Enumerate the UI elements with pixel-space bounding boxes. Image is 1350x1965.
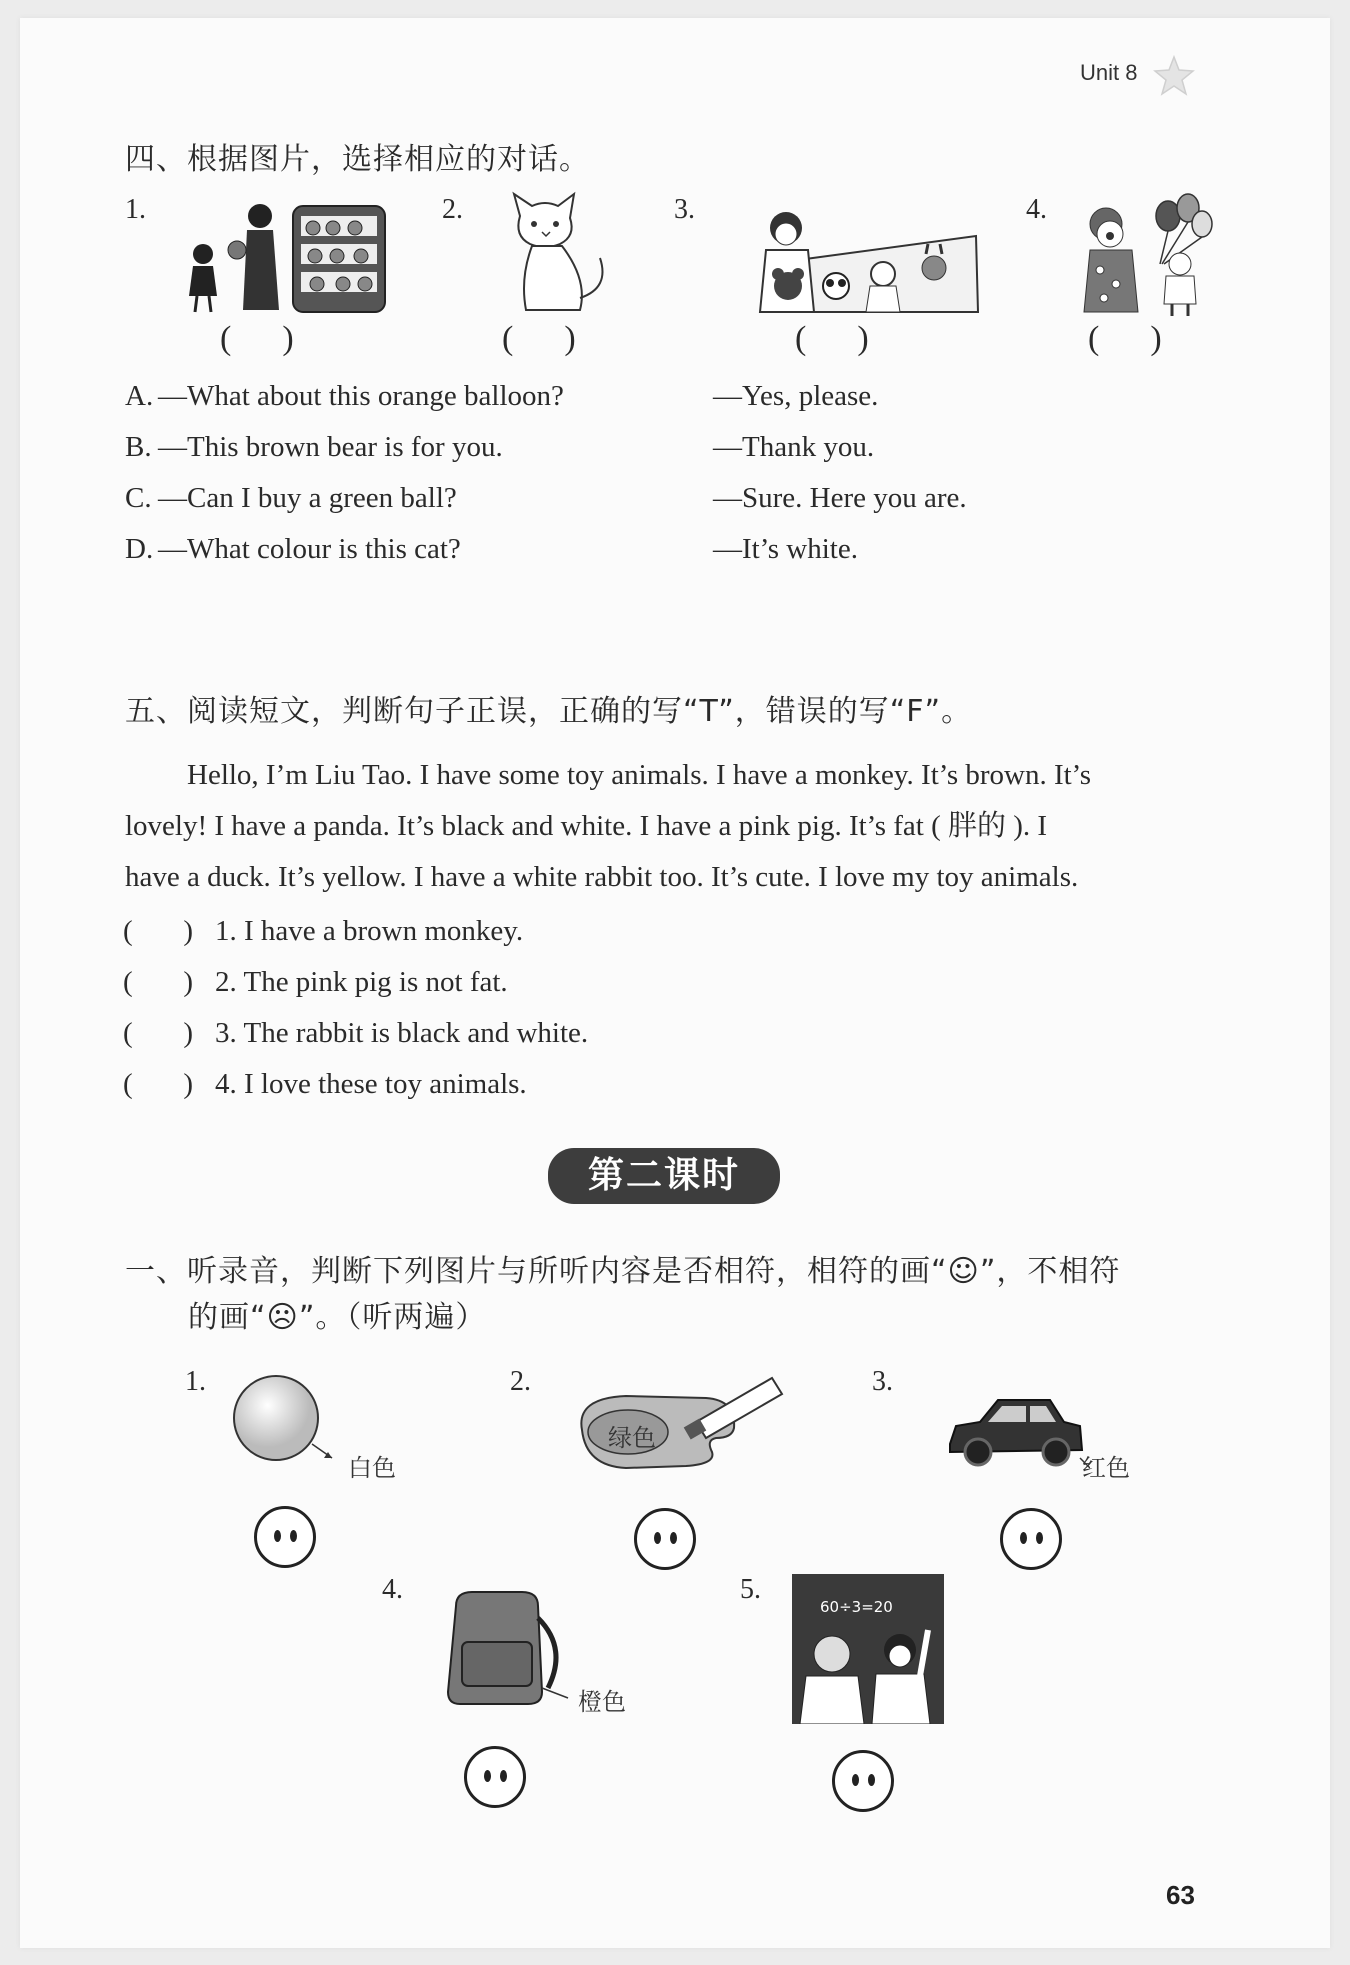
option-d-question: —What colour is this cat? xyxy=(158,533,461,565)
reading-passage xyxy=(125,750,1205,903)
listen-number-4: 4. xyxy=(382,1574,403,1605)
statement-blank-2[interactable]: ( ) xyxy=(123,966,194,998)
car-illustration xyxy=(940,1388,1090,1478)
option-d-letter: D. xyxy=(125,533,154,565)
statement-4: 4. I love these toy animals. xyxy=(215,1068,527,1100)
option-c-question: —Can I buy a green ball? xyxy=(158,482,457,514)
passage-line-2: lovely! I have a panda. It’s black and white. I have a pink pig. It’s fat ( 胖的 ). I xyxy=(125,810,1048,842)
statement-blank-4[interactable]: ( ) xyxy=(123,1068,194,1100)
listen-number-5: 5. xyxy=(740,1574,761,1605)
picture-number-2: 2. xyxy=(442,194,463,225)
listen-number-3: 3. xyxy=(872,1366,893,1397)
answer-blank-1[interactable]: ( ) xyxy=(220,320,294,357)
backpack-illustration xyxy=(438,1588,588,1718)
option-a-question: —What about this orange balloon? xyxy=(158,380,564,412)
section4-title: 四、根据图片，选择相应的对话。 xyxy=(125,142,590,177)
white-cat-illustration xyxy=(500,188,620,318)
smiley-face-icon[interactable] xyxy=(254,1506,316,1568)
option-a-letter: A. xyxy=(125,380,154,412)
listen-number-2: 2. xyxy=(510,1366,531,1397)
smiley-face-icon[interactable] xyxy=(634,1508,696,1570)
green-paint-illustration xyxy=(566,1368,786,1488)
label-white: 白色 xyxy=(348,1454,396,1482)
statement-blank-1[interactable]: ( ) xyxy=(123,915,194,947)
smiley-face-icon[interactable] xyxy=(1000,1508,1062,1570)
label-red: 红色 xyxy=(1082,1454,1130,1482)
shop-balls-illustration xyxy=(165,188,400,318)
lesson-badge: 第二课时 xyxy=(548,1148,780,1204)
statement-1: 1. I have a brown monkey. xyxy=(215,915,524,947)
answer-blank-2[interactable]: ( ) xyxy=(502,320,576,357)
smiley-face-icon[interactable] xyxy=(832,1750,894,1812)
statement-2: 2. The pink pig is not fat. xyxy=(215,966,508,998)
picture-number-3: 3. xyxy=(674,194,695,225)
option-b-letter: B. xyxy=(125,431,152,463)
blackboard-equation: 60÷3=20 xyxy=(820,1598,893,1616)
smiley-face-icon[interactable] xyxy=(464,1746,526,1808)
section1-title-line-2: 的画“☹”。（听两遍） xyxy=(188,1300,487,1335)
option-c-letter: C. xyxy=(125,482,152,514)
passage-line-1: Hello, I’m Liu Tao. I have some toy animals. I have a monkey. It’s brown. It’s xyxy=(187,759,1092,791)
option-b-question: —This brown bear is for you. xyxy=(158,431,503,463)
section1-title-line-1: 一、听录音，判断下列图片与所听内容是否相符，相符的画“☺”，不相符 xyxy=(125,1254,1121,1289)
picture-number-1: 1. xyxy=(125,194,146,225)
label-orange: 橙色 xyxy=(578,1688,626,1716)
statement-blank-3[interactable]: ( ) xyxy=(123,1017,194,1049)
white-ball-illustration xyxy=(232,1374,352,1474)
option-c-answer: —Sure. Here you are. xyxy=(713,482,967,514)
blackboard-illustration xyxy=(792,1574,944,1724)
star-icon xyxy=(1152,54,1196,98)
section5-title: 五、阅读短文，判断句子正误，正确的写“T”，错误的写“F”。 xyxy=(125,694,973,729)
statement-3: 3. The rabbit is black and white. xyxy=(215,1017,589,1049)
answer-blank-3[interactable]: ( ) xyxy=(795,320,869,357)
answer-blank-4[interactable]: ( ) xyxy=(1088,320,1162,357)
toy-shelf-illustration xyxy=(738,188,988,318)
picture-number-4: 4. xyxy=(1026,194,1047,225)
page-number: 63 xyxy=(1166,1880,1195,1910)
unit-label: Unit 8 xyxy=(1080,60,1138,85)
clown-balloons-illustration xyxy=(1076,188,1216,318)
option-b-answer: —Thank you. xyxy=(713,431,875,463)
passage-line-3: have a duck. It’s yellow. I have a white rabbit too. It’s cute. I love my toy animals. xyxy=(125,861,1079,893)
option-a-answer: —Yes, please. xyxy=(713,380,879,412)
listen-number-1: 1. xyxy=(185,1366,206,1397)
workbook-page xyxy=(20,18,1330,1948)
label-green: 绿色 xyxy=(608,1424,656,1452)
option-d-answer: —It’s white. xyxy=(713,533,858,565)
